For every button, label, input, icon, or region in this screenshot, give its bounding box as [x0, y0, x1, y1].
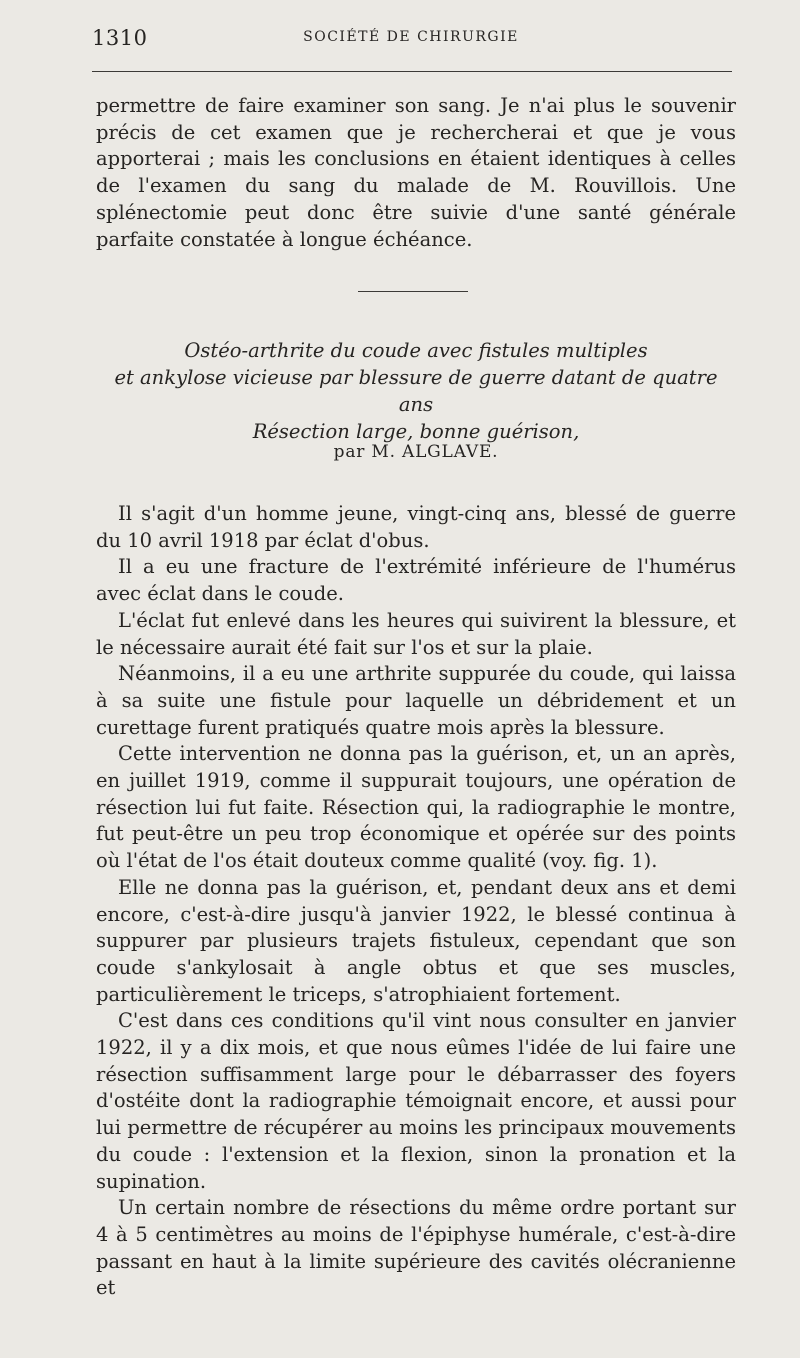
paragraph: Cette intervention ne donna pas la guérison, et, un an après, en juillet 1919, comme il suppurait toujours, une opération de résection lui fut faite. Résection qui, la radiographie le montre, fut peut-être un peu trop économique et opérée sur des points où l'état de l'os était douteux comme qualité (voy. fig. 1). — [96, 742, 736, 873]
paragraph: Il s'agit d'un homme jeune, vingt-cinq ans, blessé de guerre du 10 avril 1918 par éclat d'obus. — [96, 502, 736, 552]
title-line-2: et ankylose vicieuse par blessure de guerre datant de quatre ans — [114, 366, 718, 416]
article-title — [96, 337, 736, 445]
paragraph: C'est dans ces conditions qu'il vint nous consulter en janvier 1922, il y a dix mois, et que nous eûmes l'idée de lui faire une résection suffisamment large pour le débarrasser des foyers d'ostéite dont la radiographie témoignait encore, et aussi pour lui permettre de récupérer au moins les principaux mouvements du coude : l'extension et la flexion, sinon la pronation et la supination. — [96, 1009, 736, 1193]
paragraph: permettre de faire examiner son sang. Je n'ai plus le souvenir précis de cet examen que je rechercherai et que je vous apporterai ; mais les conclusions en étaient identiques à celles de l'examen du sang du malade de M. Rouvillois. Une splénectomie peut donc être suivie d'une santé générale parfaite constatée à longue échéance. — [96, 94, 736, 251]
paragraph: Néanmoins, il a eu une arthrite suppurée du coude, qui laissa à sa suite une fistule pour laquelle un débridement et un curettage furent pratiqués quatre mois après la blessure. — [96, 662, 736, 739]
title-line-1: Ostéo-arthrite du coude avec fistules multiples — [184, 339, 648, 362]
continuation-text — [96, 93, 736, 253]
running-head — [86, 26, 736, 54]
journal-title: SOCIÉTÉ DE CHIRURGIE — [303, 29, 519, 45]
paragraph: Il a eu une fracture de l'extrémité inférieure de l'humérus avec éclat dans le coude. — [96, 555, 736, 606]
paragraph: Elle ne donna pas la guérison, et, pendant deux ans et demi encore, c'est-à-dire jusqu'à janvier 1922, le blessé continua à suppurer par plusieurs trajets fistuleux, cependant que son coude s'ankylosait à angle obtus et que ses muscles, particulièrement le triceps, s'atrophiaient fortement. — [96, 875, 736, 1006]
header-rule — [92, 71, 732, 72]
article-author: par M. ALGLAVE. — [333, 442, 499, 462]
paragraph: Un certain nombre de résections du même ordre portant sur 4 à 5 centimètres au moins de l'épiphyse humérale, c'est-à-dire passant en haut à la limite supérieure des cavités olécranienne et — [96, 1196, 736, 1300]
title-line-3: Résection large, bonne guérison, — [252, 420, 580, 443]
section-separator — [358, 291, 468, 292]
paragraph: L'éclat fut enlevé dans les heures qui suivirent la blessure, et le nécessaire aurait été fait sur l'os et sur la plaie. — [96, 608, 736, 659]
page-number: 1310 — [92, 26, 148, 50]
article-body — [96, 501, 736, 1302]
